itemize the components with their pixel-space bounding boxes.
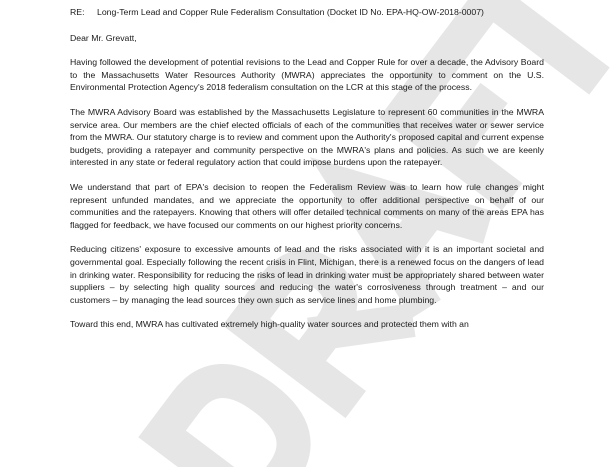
salutation: Dear Mr. Grevatt,	[70, 32, 137, 43]
letter-body	[70, 6, 544, 331]
paragraph-4: Reducing citizens' exposure to excessive amounts of lead and the risks associated with it is an important societal and governmental goal. Especially following the recent crisis in Flint, Michigan, there is a renewed focus on the dangers of lead in drinking water. Responsibility for reducing the risks of lead in drinking water must be appropriately shared between water suppliers – by selecting high quality sources and reducing the water's corrosiveness through treatment – and our customers – by managing the lead sources they own such as service lines and home plumbing.	[70, 244, 544, 305]
paragraph-5: Toward this end, MWRA has cultivated extremely high-quality water sources and protected them with an	[70, 319, 469, 330]
paragraph-1: Having followed the development of potential revisions to the Lead and Copper Rule for over a decade, the Advisory Board to the Massachusetts Water Resources Authority (MWRA) appreciates the opportunity to comment on the U.S. Environmental Protection Agency's 2018 federalism consultation on the LCR at this stage of the process.	[70, 57, 544, 93]
re-label: RE:	[70, 7, 85, 17]
paragraph-3: We understand that part of EPA's decision to reopen the Federalism Review was to learn how rule changes might represent unfunded mandates, and we appreciate the opportunity to offer additional perspective on behalf of our communities and the ratepayers. Knowing that others will offer detailed technical comments on many of the areas EPA has flagged for feedback, we have focused our comments on our highest priority concerns.	[70, 181, 544, 230]
re-subject: Long-Term Lead and Copper Rule Federalism Consultation (Docket ID No. EPA-HQ-OW-2018-0007)	[97, 7, 484, 17]
paragraph-2: The MWRA Advisory Board was established by the Massachusetts Legislature to represent 60 communities in the MWRA service area. Our members are the chief elected officials of each of the communities that receives water or sewer service from the MWRA. Our statutory charge is to review and comment upon the Authority's proposed capital and current expense budgets, providing a ratepayer and community perspective on the MWRA's plans and policies. As such we are keenly interested in any state or federal regulatory action that could impose burdens upon the ratepayer.	[70, 106, 544, 168]
watermark-letter-d	[162, 362, 312, 467]
subject-line	[70, 6, 544, 19]
